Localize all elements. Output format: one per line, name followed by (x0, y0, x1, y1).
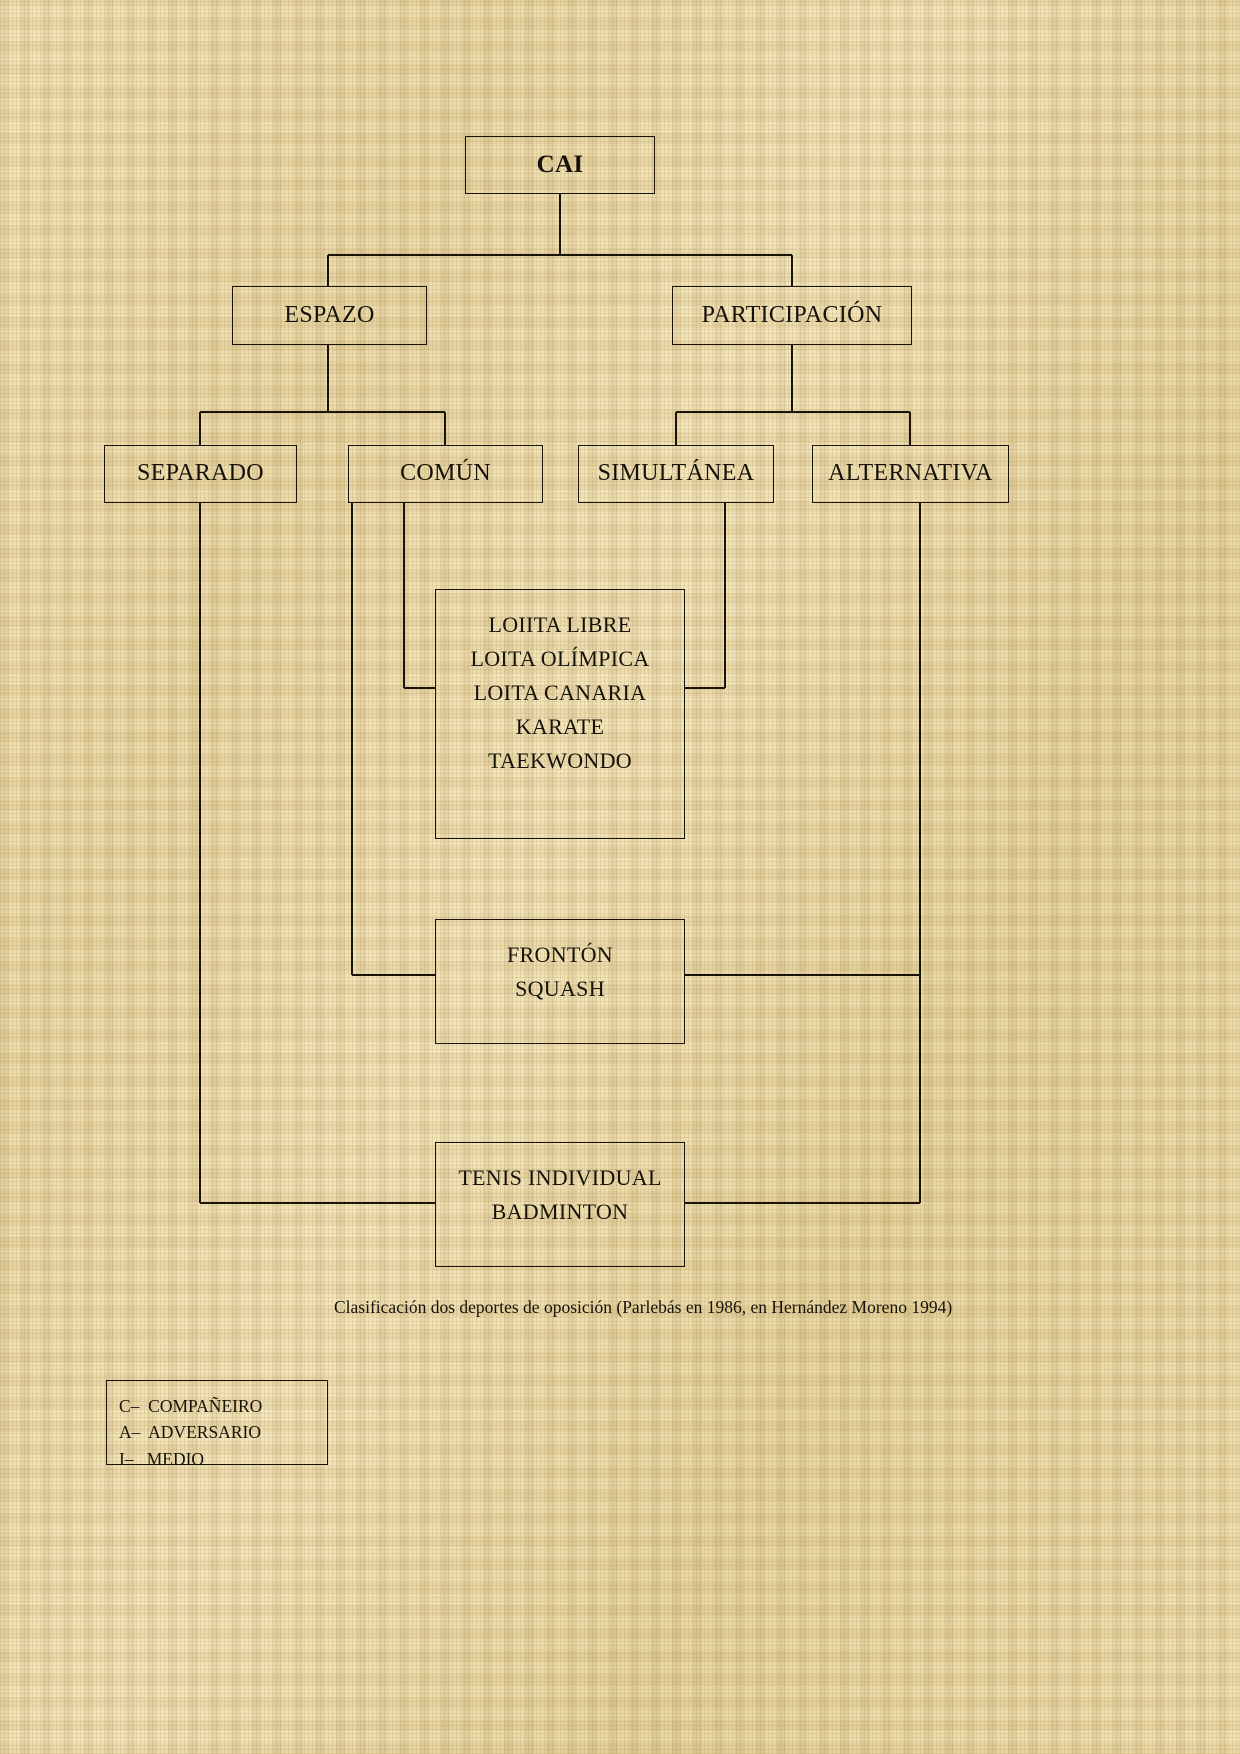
node-alternativa[interactable] (812, 445, 1009, 503)
leaf-line: KARATE (515, 714, 605, 740)
leaf-line: TAEKWONDO (488, 748, 632, 774)
node-espazo-label: ESPAZO (284, 301, 375, 328)
node-alternativa-label: ALTERNATIVA (828, 460, 993, 487)
node-separado-label: SEPARADO (137, 460, 264, 487)
legend-box (106, 1380, 328, 1469)
legend-line-companeiro: C– COMPAÑEIRO (119, 1396, 263, 1416)
node-participacion[interactable] (672, 286, 912, 345)
leaf-line: TENIS INDIVIDUAL (458, 1165, 662, 1190)
node-comun-label: COMÚN (400, 460, 491, 487)
node-participacion-label: PARTICIPACIÓN (701, 301, 883, 328)
node-comun[interactable] (348, 445, 543, 503)
leaf-line: LOIITA LIBRE (488, 612, 632, 637)
leaf-combat-sports[interactable] (435, 589, 685, 839)
leaf-line: SQUASH (515, 976, 605, 1002)
legend-line-medio: I– MEDIO (119, 1448, 205, 1469)
node-cai[interactable] (465, 136, 655, 194)
node-espazo[interactable] (232, 286, 427, 345)
leaf-line: BADMINTON (491, 1199, 629, 1225)
leaf-net-sports[interactable] (435, 1142, 685, 1267)
node-separado[interactable] (104, 445, 297, 503)
leaf-line: FRONTÓN (507, 942, 613, 967)
leaf-line: LOITA OLÍMPICA (470, 646, 650, 672)
node-cai-label: CAI (536, 150, 584, 178)
legend-line-adversario: A– ADVERSARIO (119, 1422, 261, 1443)
leaf-line: LOITA CANARIA (473, 680, 647, 706)
diagram-caption: Clasificación dos deportes de oposición (Parlebás en 1986, en Hernández Moreno 1994) (334, 1297, 953, 1317)
node-simultanea[interactable] (578, 445, 774, 503)
leaf-wall-sports[interactable] (435, 919, 685, 1044)
node-simultanea-label: SIMULTÁNEA (597, 460, 755, 487)
